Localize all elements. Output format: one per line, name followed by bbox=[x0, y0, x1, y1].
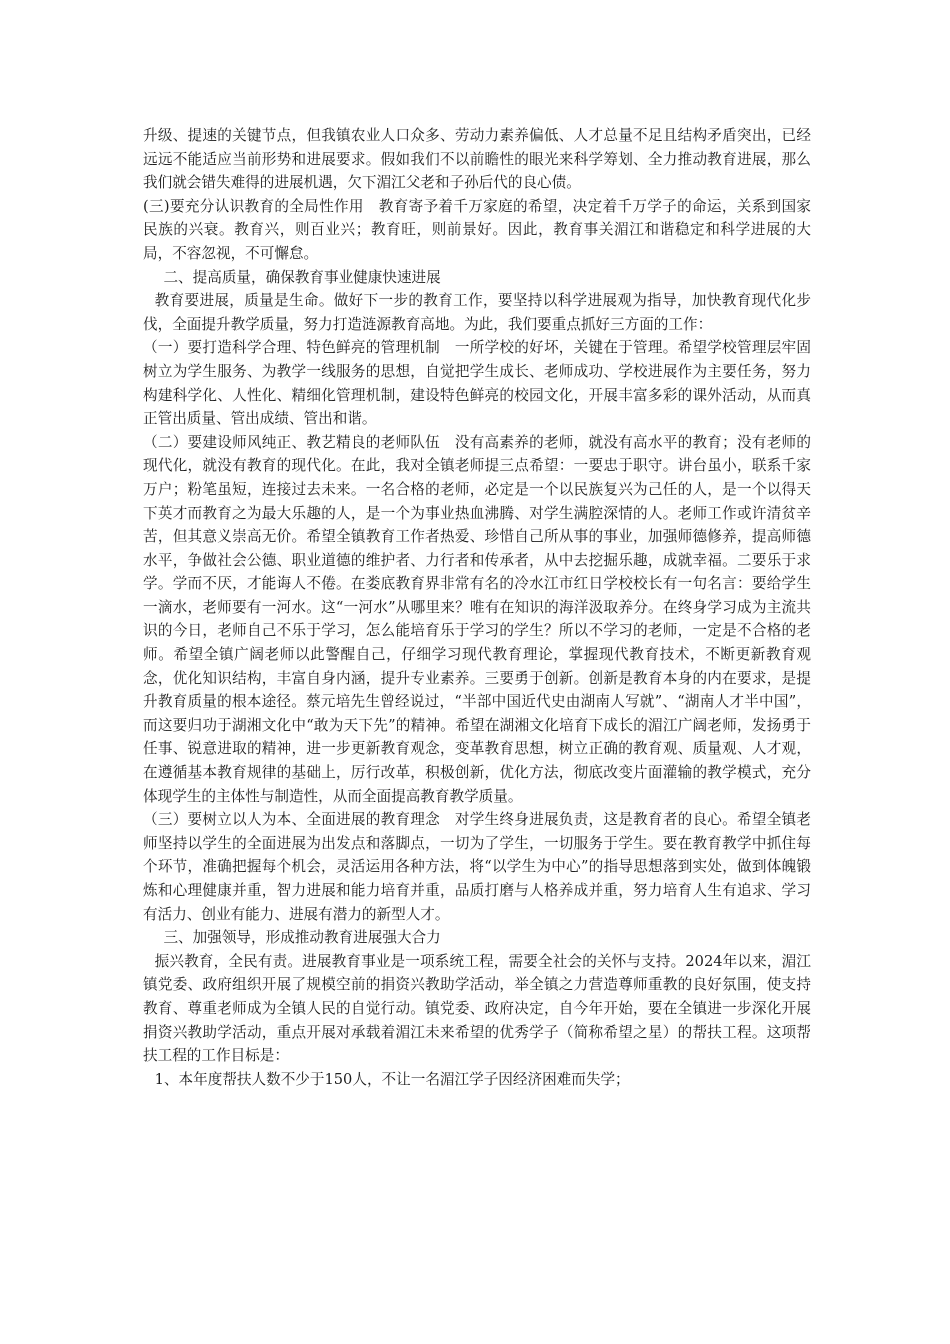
paragraph-section-3-intro: 振兴教育，全民有责。进展教育事业是一项系统工程，需要全社会的关怀与支持。2024年以来，湄江镇党委、政府组织开展了规模空前的捐资兴教助学活动，举全镇之力营造尊师重教的良好氛围，使支持教育、尊重老师成为全镇人民的自觉行动。镇党委、政府决定，自今年开始，要在全镇进一步深化开展捐资兴教助学活动，重点开展对承载着湄江未来希望的优秀学子（简称希望之星）的帮扶工程。这项帮扶工程的工作目标是： bbox=[143, 952, 811, 1065]
subsection-teachers: （二）要建设师风纯正、教艺精良的老师队伍 没有高素养的老师，就没有高水平的教育；没有老师的现代化，就没有教育的现代化。在此，我对全镇老师提三点希望：一要忠于职守。讲台虽小，联系千家万户；粉笔虽短，连接过去未来。一名合格的老师，必定是一个以民族复兴为己任的人，是一个以得天下英才而教育之为最大乐趣的人，是一个为事业热血沸腾、对学生满腔深情的人。老师工作或许清贫辛苦，但其意义崇高无价。希望全镇教育工作者热爱、珍惜自己所从事的事业，加强师德修养，提高师德水平，争做社会公德、职业道德的维护者、力行者和传承者，从中去挖掘乐趣，成就幸福。二要乐于求学。学而不厌，才能诲人不倦。在娄底教育界非常有名的冷水江市红日学校校长有一句名言：要给学生一滴水，老师要有一河水。这“一河水”从哪里来？唯有在知识的海洋汲取养分。在终身学习成为主流共识的今日，老师自己不乐于学习，怎么能培育乐于学习的学生？所以不学习的老师，一定是不合格的老师。希望全镇广阔老师以此警醒自己，仔细学习现代教育理论，掌握现代教育技术，不断更新教育观念，优化知识结构，丰富自身内涵，提升专业素养。三要勇于创新。创新是教育本身的内在要求，是提升教育质量的根本途径。蔡元培先生曾经说过，“半部中国近代史由湖南人写就”、“湖南人才半中国”，而这要归功于湖湘文化中“敢为天下先”的精神。希望在湖湘文化培育下成长的湄江广阔老师，发扬勇于任事、锐意进取的精神，进一步更新教育观念，变革教育思想，树立正确的教育观、质量观、人才观，在遵循基本教育规律的基础上，厉行改革，积极创新，优化方法，彻底改变片面灌输的教学模式，充分体现学生的主体性与制造性，从而全面提高教育教学质量。 bbox=[143, 433, 811, 805]
document-body bbox=[143, 124, 811, 1091]
paragraph-section-2-intro: 教育要进展，质量是生命。做好下一步的教育工作，要坚持以科学进展观为指导，加快教育现代化步伐，全面提升教学质量，努力打造涟源教育高地。为此，我们要重点抓好三方面的工作： bbox=[143, 292, 811, 333]
list-item-goal-1: 1、本年度帮扶人数不少于150人，不让一名湄江学子因经济困难而失学； bbox=[154, 1070, 630, 1088]
section-heading-3: 三、加强领导，形成推动教育进展强大合力 bbox=[163, 929, 441, 947]
section-heading-2: 二、提高质量，确保教育事业健康快速进展 bbox=[163, 268, 441, 286]
subsection-heading-3: (三)要充分认识教育的全局性作用 教育寄予着千万家庭的希望，决定着千万学子的命运，关系到国家民族的兴衰。教育兴，则百业兴；教育旺，则前景好。因此，教育事关湄江和谐稳定和科学进展的大局，不容忽视，不可懈怠。 bbox=[143, 197, 811, 262]
subsection-management: （一）要打造科学合理、特色鲜亮的管理机制 一所学校的好坏，关键在于管理。希望学校管理层牢固树立为学生服务、为教学一线服务的思想，自觉把学生成长、老师成功、学校进展作为主要任务，努力构建科学化、人性化、精细化管理机制，建设特色鲜亮的校园文化，开展丰富多彩的课外活动，从而真正管出质量、管出成绩、管出和谐。 bbox=[143, 339, 811, 428]
subsection-philosophy: （三）要树立以人为本、全面进展的教育理念 对学生终身进展负责，这是教育者的良心。希望全镇老师坚持以学生的全面进展为出发点和落脚点，一切为了学生，一切服务于学生。要在教育教学中抓住每个环节，准确把握每个机会，灵活运用各种方法，将“以学生为中心”的指导思想落到实处，做到体魄锻炼和心理健康并重，智力进展和能力培育并重，品质打磨与人格养成并重，努力培育人生有追求、学习有活力、创业有能力、进展有潜力的新型人才。 bbox=[143, 811, 811, 923]
paragraph-1: 升级、提速的关键节点，但我镇农业人口众多、劳动力素养偏低、人才总量不足且结构矛盾突出，已经远远不能适应当前形势和进展要求。假如我们不以前瞻性的眼光来科学筹划、全力推动教育进展，那么我们就会错失难得的进展机遇，欠下湄江父老和子孙后代的良心债。 bbox=[143, 127, 811, 192]
